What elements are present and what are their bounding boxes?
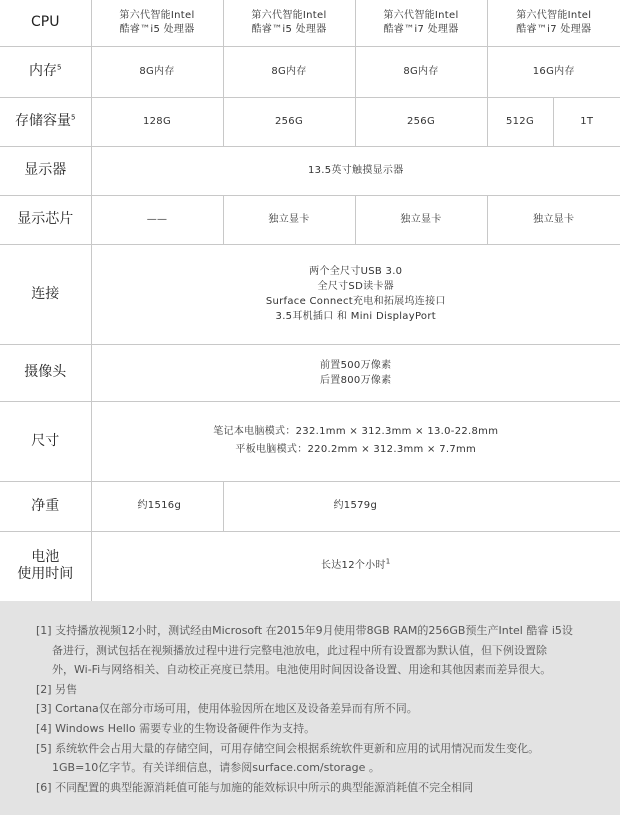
memory-label: 内存$^5$ bbox=[0, 46, 91, 97]
cpu-line2: 酷睿™i5 处理器 bbox=[251, 23, 327, 35]
size-label: 尺寸 bbox=[0, 401, 91, 481]
row-size bbox=[0, 401, 620, 481]
footnote-item: [1] 支持播放视频12小时，测试经由Microsoft 在2015年9月使用带8GB RAM的256GB预生产Intel 酷睿 i5设 备进行，测试包括在视频播放过程中进行完整电池放电，此过程中所有设置都为默认值，但下例设置除 外，Wi-Fi与网络相关、自动校正亮度已禁用。电池使用时间因设备设置、用途和其他因素而差异很大。 bbox=[36, 624, 573, 677]
footnote-ref: 1 bbox=[385, 557, 391, 566]
footnote-item: [2] 另售 bbox=[36, 682, 78, 696]
footnote-item: [5] 系统软件会占用大量的存储空间，可用存储空间会根据系统软件更新和应用的试用情况而发生变化。 1GB=10亿字节。有关详细信息，请参阅surface.com/storage 。 bbox=[36, 741, 540, 775]
gpu-value: 独立显卡 bbox=[355, 195, 487, 244]
camera-line: 前置500万像素 bbox=[320, 359, 392, 371]
connect-line: 3.5耳机插口 和 Mini DisplayPort bbox=[275, 311, 436, 322]
memory-value: 8G内存 bbox=[223, 46, 355, 97]
memory-value: 8G内存 bbox=[355, 46, 487, 97]
camera-label: 摄像头 bbox=[0, 344, 91, 401]
footnote-ref: 5 bbox=[71, 113, 76, 122]
weight-value: 约1579g bbox=[223, 481, 620, 531]
cpu-label: CPU bbox=[0, 0, 91, 46]
gpu-label: 显示芯片 bbox=[0, 195, 91, 244]
camera-value bbox=[91, 344, 620, 401]
cpu-line2: 酷睿™i7 处理器 bbox=[516, 23, 592, 35]
storage-label: 存储容量$^5$ bbox=[0, 97, 91, 146]
footnote-item: [3] Cortana仅在部分市场可用，使用体验因所在地区及设备差异而有所不同。 bbox=[36, 702, 418, 716]
connect-label: 连接 bbox=[0, 244, 91, 344]
row-camera bbox=[0, 344, 620, 401]
connect-line: Surface Connect充电和拓展坞连接口 bbox=[265, 296, 446, 307]
memory-value: 8G内存 bbox=[91, 46, 223, 97]
row-battery bbox=[0, 531, 620, 601]
cpu-cell bbox=[487, 0, 620, 46]
row-display bbox=[0, 146, 620, 195]
cpu-line2: 酷睿™i5 处理器 bbox=[119, 23, 195, 35]
connect-line: 两个全尺寸USB 3.0 bbox=[309, 266, 403, 277]
storage-value: 1T bbox=[553, 97, 620, 146]
battery-value: 长达12个小时$^1$ bbox=[91, 531, 620, 601]
display-label: 显示器 bbox=[0, 146, 91, 195]
row-memory bbox=[0, 46, 620, 97]
storage-value: 128G bbox=[91, 97, 223, 146]
storage-value: 256G bbox=[355, 97, 487, 146]
camera-line: 后置800万像素 bbox=[320, 374, 392, 386]
gpu-value: 独立显卡 bbox=[223, 195, 355, 244]
storage-value: 512G bbox=[487, 97, 553, 146]
connect-line: 全尺寸SD读卡器 bbox=[317, 281, 394, 292]
display-value: 13.5英寸触摸显示器 bbox=[91, 146, 620, 195]
gpu-value: —— bbox=[91, 195, 223, 244]
cpu-line1: 第六代智能Intel bbox=[251, 9, 327, 21]
connect-value bbox=[91, 244, 620, 344]
footnote-ref: 5 bbox=[57, 63, 62, 72]
cpu-cell bbox=[223, 0, 355, 46]
footnotes-panel bbox=[0, 601, 620, 815]
cpu-line1: 第六代智能Intel bbox=[383, 9, 459, 21]
cpu-line1: 第六代智能Intel bbox=[119, 9, 195, 21]
cpu-cell bbox=[91, 0, 223, 46]
memory-value: 16G内存 bbox=[487, 46, 620, 97]
footnote-item: [6] 不同配置的典型能源消耗值可能与加施的能效标识中所示的典型能源消耗值不完全相同 bbox=[36, 780, 474, 794]
row-gpu bbox=[0, 195, 620, 244]
size-line: 平板电脑模式：220.2mm × 312.3mm × 7.7mm bbox=[235, 444, 477, 455]
storage-value: 256G bbox=[223, 97, 355, 146]
battery-label: 电池 使用时间 bbox=[0, 531, 91, 601]
footnote-item: [4] Windows Hello 需要专业的生物设备硬件作为支持。 bbox=[36, 721, 316, 735]
row-weight bbox=[0, 481, 620, 531]
row-connect bbox=[0, 244, 620, 344]
weight-label: 净重 bbox=[0, 481, 91, 531]
row-storage bbox=[0, 97, 620, 146]
cpu-line2: 酷睿™i7 处理器 bbox=[383, 23, 459, 35]
size-value bbox=[91, 401, 620, 481]
cpu-cell bbox=[355, 0, 487, 46]
row-cpu bbox=[0, 0, 620, 46]
size-line: 笔记本电脑模式：232.1mm × 312.3mm × 13.0-22.8mm bbox=[213, 426, 499, 437]
cpu-line1: 第六代智能Intel bbox=[516, 9, 592, 21]
gpu-value: 独立显卡 bbox=[487, 195, 620, 244]
weight-value: 约1516g bbox=[91, 481, 223, 531]
